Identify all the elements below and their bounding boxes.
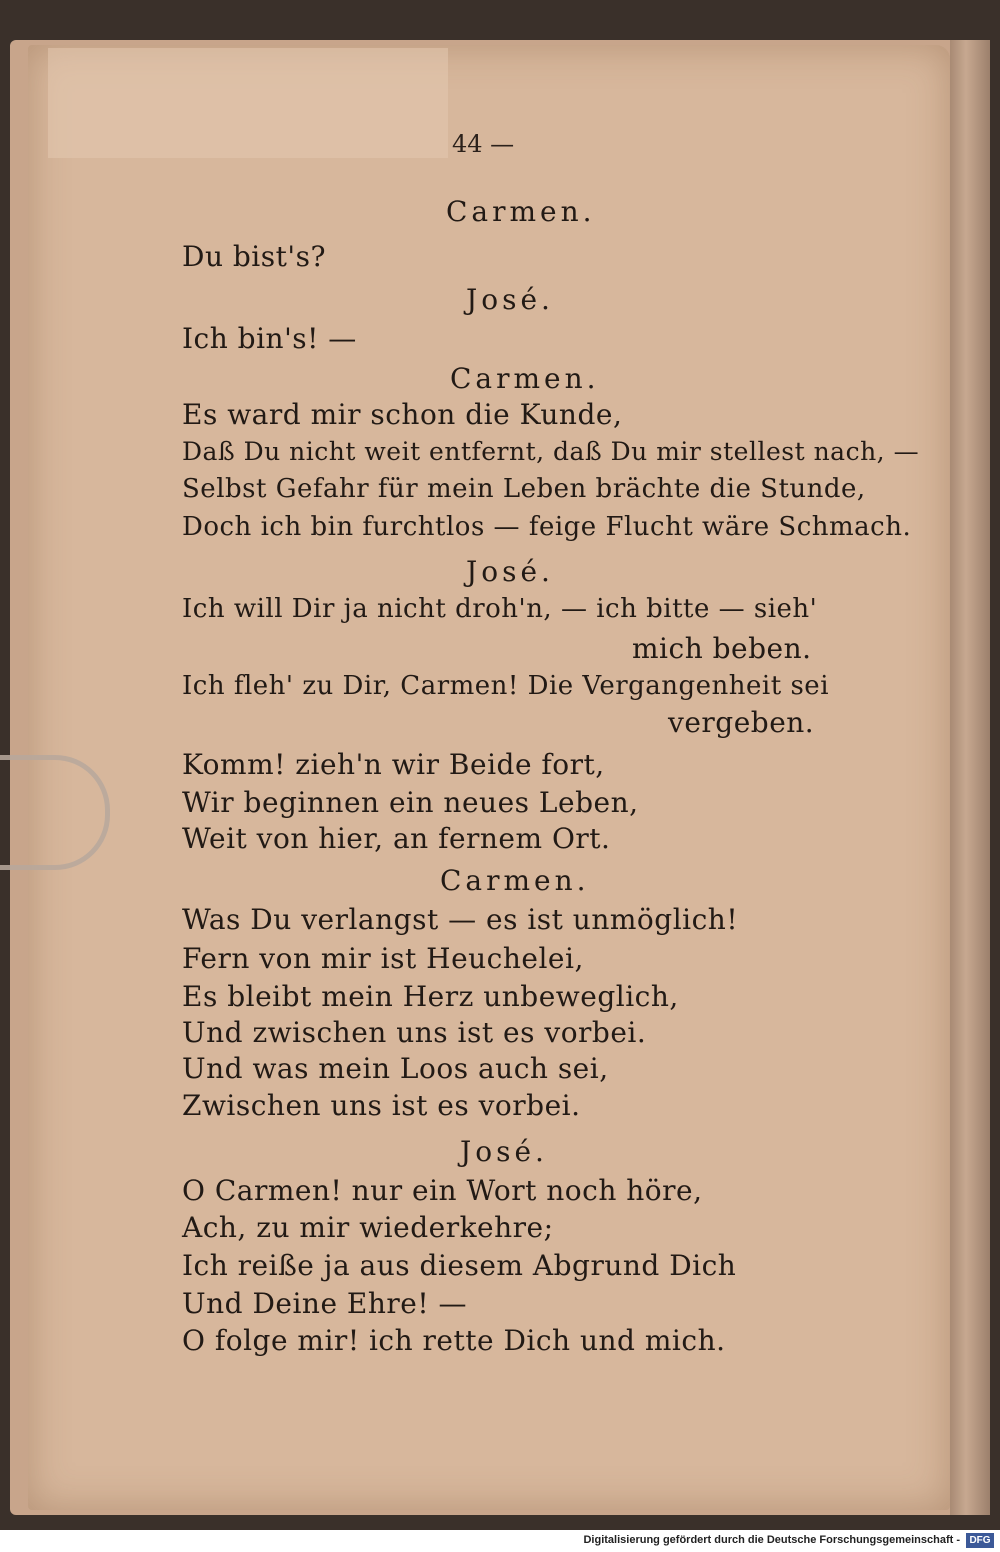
verse-line: Du bist's? xyxy=(182,240,326,273)
verse-line: Wir beginnen ein neues Leben, xyxy=(182,786,639,819)
verse-line: Ach, zu mir wiederkehre; xyxy=(182,1211,554,1244)
verse-line: Ich will Dir ja nicht droh'n, — ich bitte — sieh' xyxy=(182,594,818,624)
verse-line: O folge mir! ich rette Dich und mich. xyxy=(182,1324,726,1357)
verse-line: vergeben. xyxy=(668,706,815,739)
book-spine-edge xyxy=(950,40,990,1515)
verse-line: Doch ich bin furchtlos — feige Flucht wäre Schmach. xyxy=(182,512,912,542)
page-number: 44 — xyxy=(452,130,515,158)
verse-line: Und Deine Ehre! — xyxy=(182,1287,468,1320)
speaker-name: José. xyxy=(466,283,554,316)
verse-line: Es ward mir schon die Kunde, xyxy=(182,398,623,431)
footer-bar xyxy=(0,1530,1000,1552)
verse-line: Zwischen uns ist es vorbei. xyxy=(182,1089,581,1122)
verse-line: Daß Du nicht weit entfernt, daß Du mir stellest nach, — xyxy=(182,437,920,466)
speaker-name: José. xyxy=(466,555,554,588)
verse-line: Und zwischen uns ist es vorbei. xyxy=(182,1016,647,1049)
paper-strip xyxy=(48,48,448,158)
verse-line: Ich bin's! — xyxy=(182,322,357,355)
verse-line: Fern von mir ist Heuchelei, xyxy=(182,942,584,975)
speaker-name: Carmen. xyxy=(446,195,596,228)
speaker-name: José. xyxy=(460,1135,548,1168)
verse-line: Komm! zieh'n wir Beide fort, xyxy=(182,748,605,781)
page-clip xyxy=(0,755,110,870)
verse-line: Selbst Gefahr für mein Leben brächte die Stunde, xyxy=(182,474,866,504)
speaker-name: Carmen. xyxy=(450,362,600,395)
verse-line: mich beben. xyxy=(632,632,812,665)
verse-line: Und was mein Loos auch sei, xyxy=(182,1052,609,1085)
verse-line: O Carmen! nur ein Wort noch höre, xyxy=(182,1174,703,1207)
verse-line: Weit von hier, an fernem Ort. xyxy=(182,822,611,855)
speaker-name: Carmen. xyxy=(440,864,590,897)
footer-credit: Digitalisierung gefördert durch die Deutsche Forschungsgemeinschaft - xyxy=(583,1534,960,1546)
dfg-logo-icon: DFG xyxy=(966,1533,994,1548)
verse-line: Ich reiße ja aus diesem Abgrund Dich xyxy=(182,1249,737,1282)
verse-line: Ich fleh' zu Dir, Carmen! Die Vergangenheit sei xyxy=(182,671,830,701)
verse-line: Es bleibt mein Herz unbeweglich, xyxy=(182,980,679,1013)
verse-line: Was Du verlangst — es ist unmöglich! xyxy=(182,903,739,936)
